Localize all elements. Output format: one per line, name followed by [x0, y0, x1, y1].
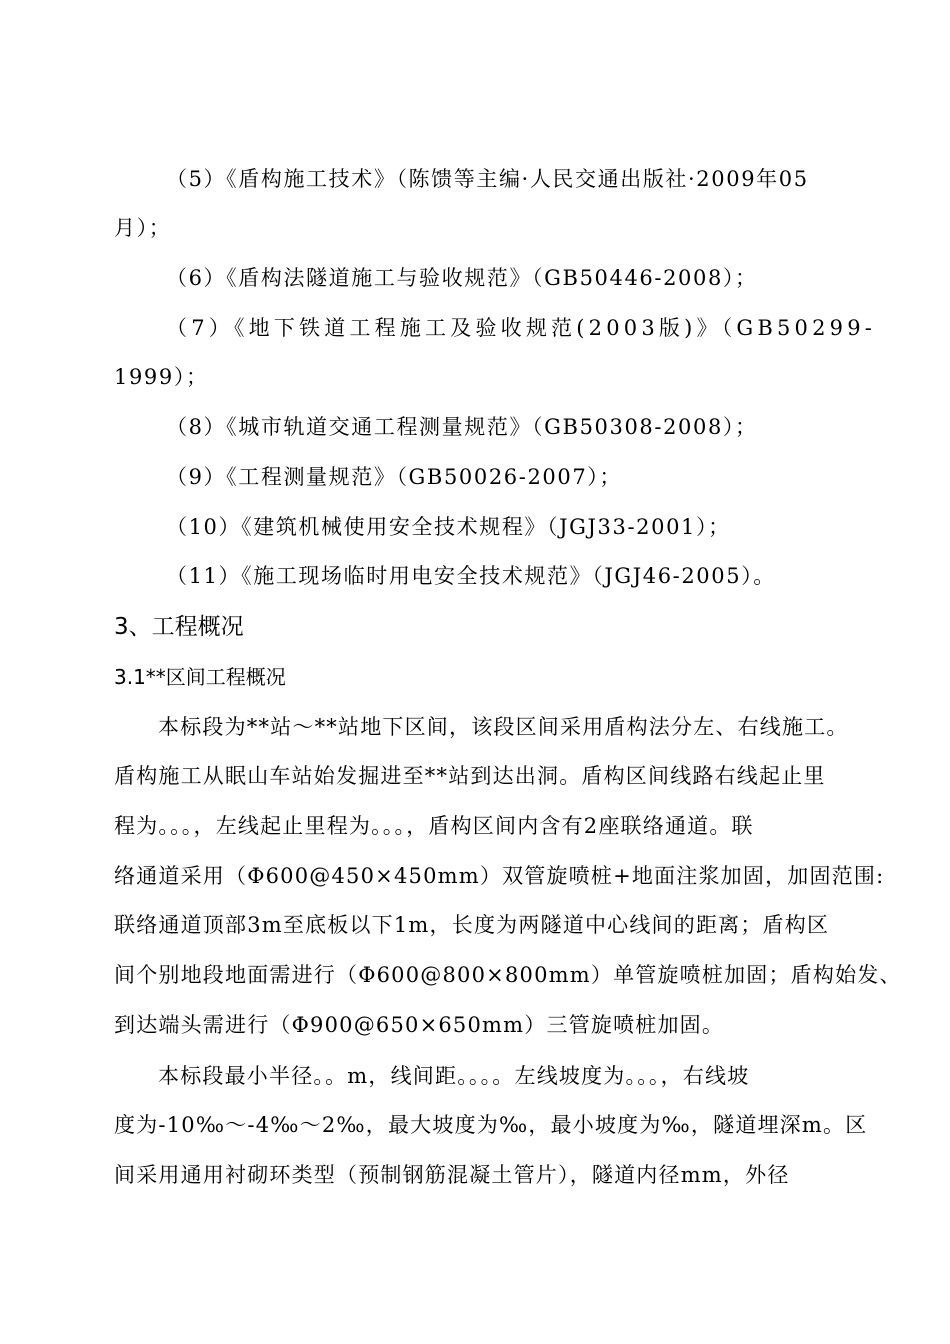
subsection-heading: 3.1**区间工程概况 — [114, 665, 286, 689]
paragraph-1-line-3: 程为。。。，左线起止里程为。。。，盾构区间内含有2座联络通道。联 — [114, 814, 754, 838]
paragraph-2-line-3: 间采用通用衬砌环类型（预制钢筋混凝土管片），隧道内径mm，外径 — [114, 1163, 790, 1187]
reference-10: （10）《建筑机械使用安全技术规程》（JGJ33-2001）； — [166, 515, 731, 539]
paragraph-2-line-2: 度为-10‰～-4‰～2‰，最大坡度为‰，最小坡度为‰，隧道埋深m。区 — [114, 1113, 868, 1137]
paragraph-1-line-4: 络通道采用（Φ600@450×450mm）双管旋喷桩+地面注浆加固，加固范围: — [114, 864, 885, 888]
reference-6: （6）《盾构法隧道施工与验收规范》（GB50446-2008）； — [166, 266, 758, 290]
reference-11: （11）《施工现场临时用电安全技术规范》（JGJ46-2005）。 — [166, 564, 776, 588]
paragraph-1-line-1: 本标段为**站～**站地下区间，该段区间采用盾构法分左、右线施工。 — [158, 715, 849, 739]
paragraph-1-line-6: 间个别地段地面需进行（Φ600@800×800mm）单管旋喷桩加固；盾构始发、 — [114, 963, 902, 987]
reference-5-line-2: 月）； — [114, 216, 172, 240]
reference-9: （9）《工程测量规范》（GB50026-2007）； — [166, 465, 623, 489]
reference-7-line-2: 1999）； — [114, 365, 209, 389]
paragraph-2-line-1: 本标段最小半径。。m，线间距。。。。左线坡度为。。。，右线坡 — [158, 1064, 750, 1088]
reference-7-line-1: （7）《地下铁道工程施工及验收规范(2003版)》（GB50299- — [166, 316, 877, 340]
paragraph-1-line-2: 盾构施工从眠山车站始发掘进至**站到达出洞。盾构区间线路右线起止里 — [114, 764, 826, 788]
reference-5-line-1: （5）《盾构施工技术》（陈馈等主编·人民交通出版社·2009年05 — [166, 167, 809, 191]
section-heading: 3、工程概况 — [114, 614, 244, 640]
reference-8: （8）《城市轨道交通工程测量规范》（GB50308-2008）； — [166, 415, 758, 439]
paragraph-1-line-7: 到达端头需进行（Φ900@650×650mm）三管旋喷桩加固。 — [114, 1013, 725, 1037]
paragraph-1-line-5: 联络通道顶部3m至底板以下1m，长度为两隧道中心线间的距离；盾构区 — [114, 913, 830, 937]
